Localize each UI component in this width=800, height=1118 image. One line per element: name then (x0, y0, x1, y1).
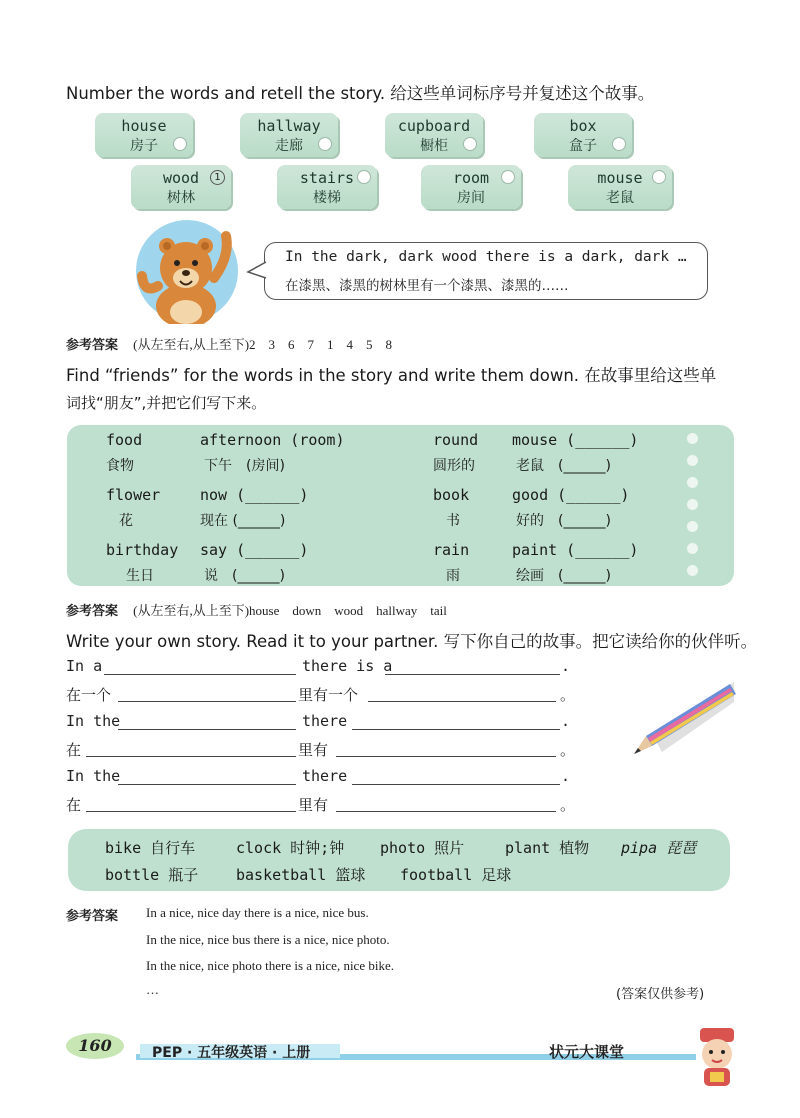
story-line-5-mid: there (302, 767, 348, 785)
section1-answer (66, 334, 392, 353)
number-circle[interactable] (463, 137, 477, 151)
story-blank[interactable] (104, 674, 296, 675)
section2-instruction-line2: 词找“朋友”,并把它们写下来。 (66, 394, 267, 412)
card-en: room (452, 169, 490, 187)
story-line-4-end: 。 (560, 741, 576, 759)
word-afternoon: afternoon (room) (200, 431, 345, 449)
story-blank[interactable] (118, 784, 296, 785)
answer-text: (从左至右,从上至下)2 3 6 7 1 4 5 8 (133, 337, 393, 352)
bank-word: plant 植物 (505, 839, 590, 857)
number-circle[interactable]: 1 (210, 170, 225, 185)
answer-text: (从左至右,从上至下)house down wood hallway tail (133, 603, 447, 618)
decor-dot (687, 543, 698, 554)
answer-line: In the nice, nice bus there is a nice, nice photo. (146, 932, 390, 947)
card-zh: 走廊 (275, 138, 303, 154)
word-flower: flower (106, 486, 161, 504)
bank-word: photo 照片 (380, 839, 465, 857)
bear-illustration (134, 216, 244, 324)
number-circle[interactable] (357, 170, 371, 184)
number-circle[interactable] (612, 137, 626, 151)
word-now-zh[interactable]: 现在 (______) (200, 513, 286, 529)
section3-instruction: Write your own story. Read it to your partner. 写下你自己的故事。把它读给你的伙伴听。 (66, 632, 758, 651)
story-line-3-end: . (561, 712, 571, 730)
word-book: book (433, 486, 470, 504)
word-card-box (534, 113, 632, 157)
bank-word: bottle 瓶子 (105, 866, 199, 884)
story-line-1-start: In a (66, 657, 103, 675)
card-zh: 树林 (167, 190, 195, 206)
word-card-cupboard (385, 113, 483, 157)
word-now[interactable]: now (______) (200, 486, 309, 504)
story-line-4-start: 在 (66, 741, 82, 759)
word-food: food (106, 431, 143, 449)
word-paint[interactable]: paint (______) (512, 541, 639, 559)
story-blank[interactable] (385, 674, 560, 675)
word-card-wood (131, 165, 231, 209)
answer-line: … (146, 982, 159, 997)
word-book-zh: 书 (446, 513, 460, 529)
word-afternoon-zh: 下午 (房间) (204, 458, 285, 474)
word-good[interactable]: good (______) (512, 486, 630, 504)
answer-note: (答案仅供参考) (616, 987, 705, 1002)
bank-word: pipa 琵琶 (621, 839, 697, 857)
section1-instruction: Number the words and retell the story. 给这些单词标序号并复述这个故事。 (66, 84, 655, 103)
speech-bubble (264, 242, 708, 300)
story-line-2-mid: 里有一个 (298, 686, 359, 704)
card-en: house (121, 117, 167, 135)
decor-dot (687, 521, 698, 532)
word-good-zh[interactable]: 好的 (______) (516, 513, 611, 529)
page-number: 160 (78, 1036, 112, 1055)
word-bank-panel (68, 829, 730, 891)
card-en: box (569, 117, 597, 135)
card-zh: 老鼠 (606, 190, 634, 206)
decor-dot (687, 455, 698, 466)
section2-answer (66, 600, 447, 619)
story-line-6-start: 在 (66, 796, 82, 814)
word-bank-clock (236, 837, 344, 858)
story-line-6-end: 。 (560, 796, 576, 814)
story-blank[interactable] (118, 729, 296, 730)
answer-label: 参考答案 (66, 909, 119, 924)
story-line-2-start: 在一个 (66, 686, 112, 704)
word-bank-football (400, 864, 511, 885)
story-blank[interactable] (336, 756, 556, 757)
word-card-stairs (277, 165, 377, 209)
book-title: PEP · 五年级英语 · 上册 (152, 1045, 311, 1061)
word-rain: rain (433, 541, 470, 559)
story-blank[interactable] (336, 811, 556, 812)
answer-line: In the nice, nice photo there is a nice, nice bike. (146, 958, 394, 973)
story-blank[interactable] (86, 811, 296, 812)
mascot-icon (690, 1026, 744, 1088)
story-line-5-end: . (561, 767, 571, 785)
story-line-5-start: In the (66, 767, 121, 785)
decor-dot (687, 477, 698, 488)
card-zh: 房子 (130, 138, 158, 154)
story-blank[interactable] (352, 784, 560, 785)
word-bank-plant (505, 837, 589, 858)
bank-word: football 足球 (400, 866, 512, 884)
bubble-chinese: 在漆黑、漆黑的树林里有一个漆黑、漆黑的…… (285, 278, 569, 294)
section3-answer-label (66, 905, 118, 924)
word-bank-pipa (621, 837, 696, 858)
card-en: cupboard (397, 117, 471, 135)
card-zh: 盒子 (569, 138, 597, 154)
number-circle[interactable] (652, 170, 666, 184)
page-number-badge (66, 1033, 124, 1059)
story-line-2-end: 。 (560, 686, 576, 704)
bank-word: basketball 篮球 (236, 866, 366, 884)
word-card-room (421, 165, 521, 209)
word-round: round (433, 431, 479, 449)
story-line-3-start: In the (66, 712, 121, 730)
bubble-tail (246, 260, 268, 282)
card-zh: 房间 (457, 190, 485, 206)
decor-dot (687, 499, 698, 510)
card-en: mouse (597, 169, 643, 187)
story-line-3-mid: there (302, 712, 348, 730)
story-blank[interactable] (352, 729, 560, 730)
word-rain-zh: 雨 (446, 568, 460, 584)
card-zh: 橱柜 (420, 138, 448, 154)
answer-line: In a nice, nice day there is a nice, nice bus. (146, 905, 369, 920)
number-circle[interactable] (318, 137, 332, 151)
word-say-zh[interactable]: 说 (______) (204, 568, 285, 584)
story-line-4-mid: 里有 (298, 741, 329, 759)
number-circle[interactable] (501, 170, 515, 184)
brand-name: 状元大课堂 (549, 1043, 625, 1061)
word-card-house (95, 113, 193, 157)
word-round-zh: 圆形的 (433, 458, 475, 474)
bank-word: clock 时钟;钟 (236, 839, 345, 857)
answer-label: 参考答案 (66, 338, 119, 353)
friends-panel (67, 425, 734, 586)
word-bank-basketball (236, 864, 365, 885)
decor-dot (687, 433, 698, 444)
word-card-mouse (568, 165, 672, 209)
card-en: wood (162, 169, 200, 187)
word-say[interactable]: say (______) (200, 541, 309, 559)
word-birthday-zh: 生日 (126, 568, 154, 584)
section2-instruction-line1: Find “friends” for the words in the story and write them down. 在故事里给这些单 (66, 366, 717, 385)
bank-word: bike 自行车 (105, 839, 196, 857)
story-blank[interactable] (118, 701, 296, 702)
story-blank[interactable] (368, 701, 556, 702)
word-bank-bike (105, 837, 195, 858)
word-birthday: birthday (106, 541, 179, 559)
decor-dot (687, 565, 698, 576)
bubble-english: In the dark, dark wood there is a dark, dark … (285, 249, 687, 265)
card-zh: 楼梯 (313, 190, 341, 206)
word-mouse[interactable]: mouse (______) (512, 431, 639, 449)
word-food-zh: 食物 (106, 458, 134, 474)
word-paint-zh[interactable]: 绘画 (______) (516, 568, 611, 584)
answer-label: 参考答案 (66, 604, 119, 619)
story-line-6-mid: 里有 (298, 796, 329, 814)
number-circle[interactable] (173, 137, 187, 151)
card-en: stairs (299, 169, 355, 187)
story-line-1-mid: there is a (302, 657, 393, 675)
word-card-hallway (240, 113, 338, 157)
word-bank-bottle (105, 864, 198, 885)
word-bank-photo (380, 837, 464, 858)
story-blank[interactable] (86, 756, 296, 757)
word-flower-zh: 花 (119, 513, 133, 529)
story-line-1-end: . (561, 657, 571, 675)
card-en: hallway (257, 117, 321, 135)
word-mouse-zh[interactable]: 老鼠 (______) (516, 458, 611, 474)
pencil-illustration (632, 672, 736, 762)
